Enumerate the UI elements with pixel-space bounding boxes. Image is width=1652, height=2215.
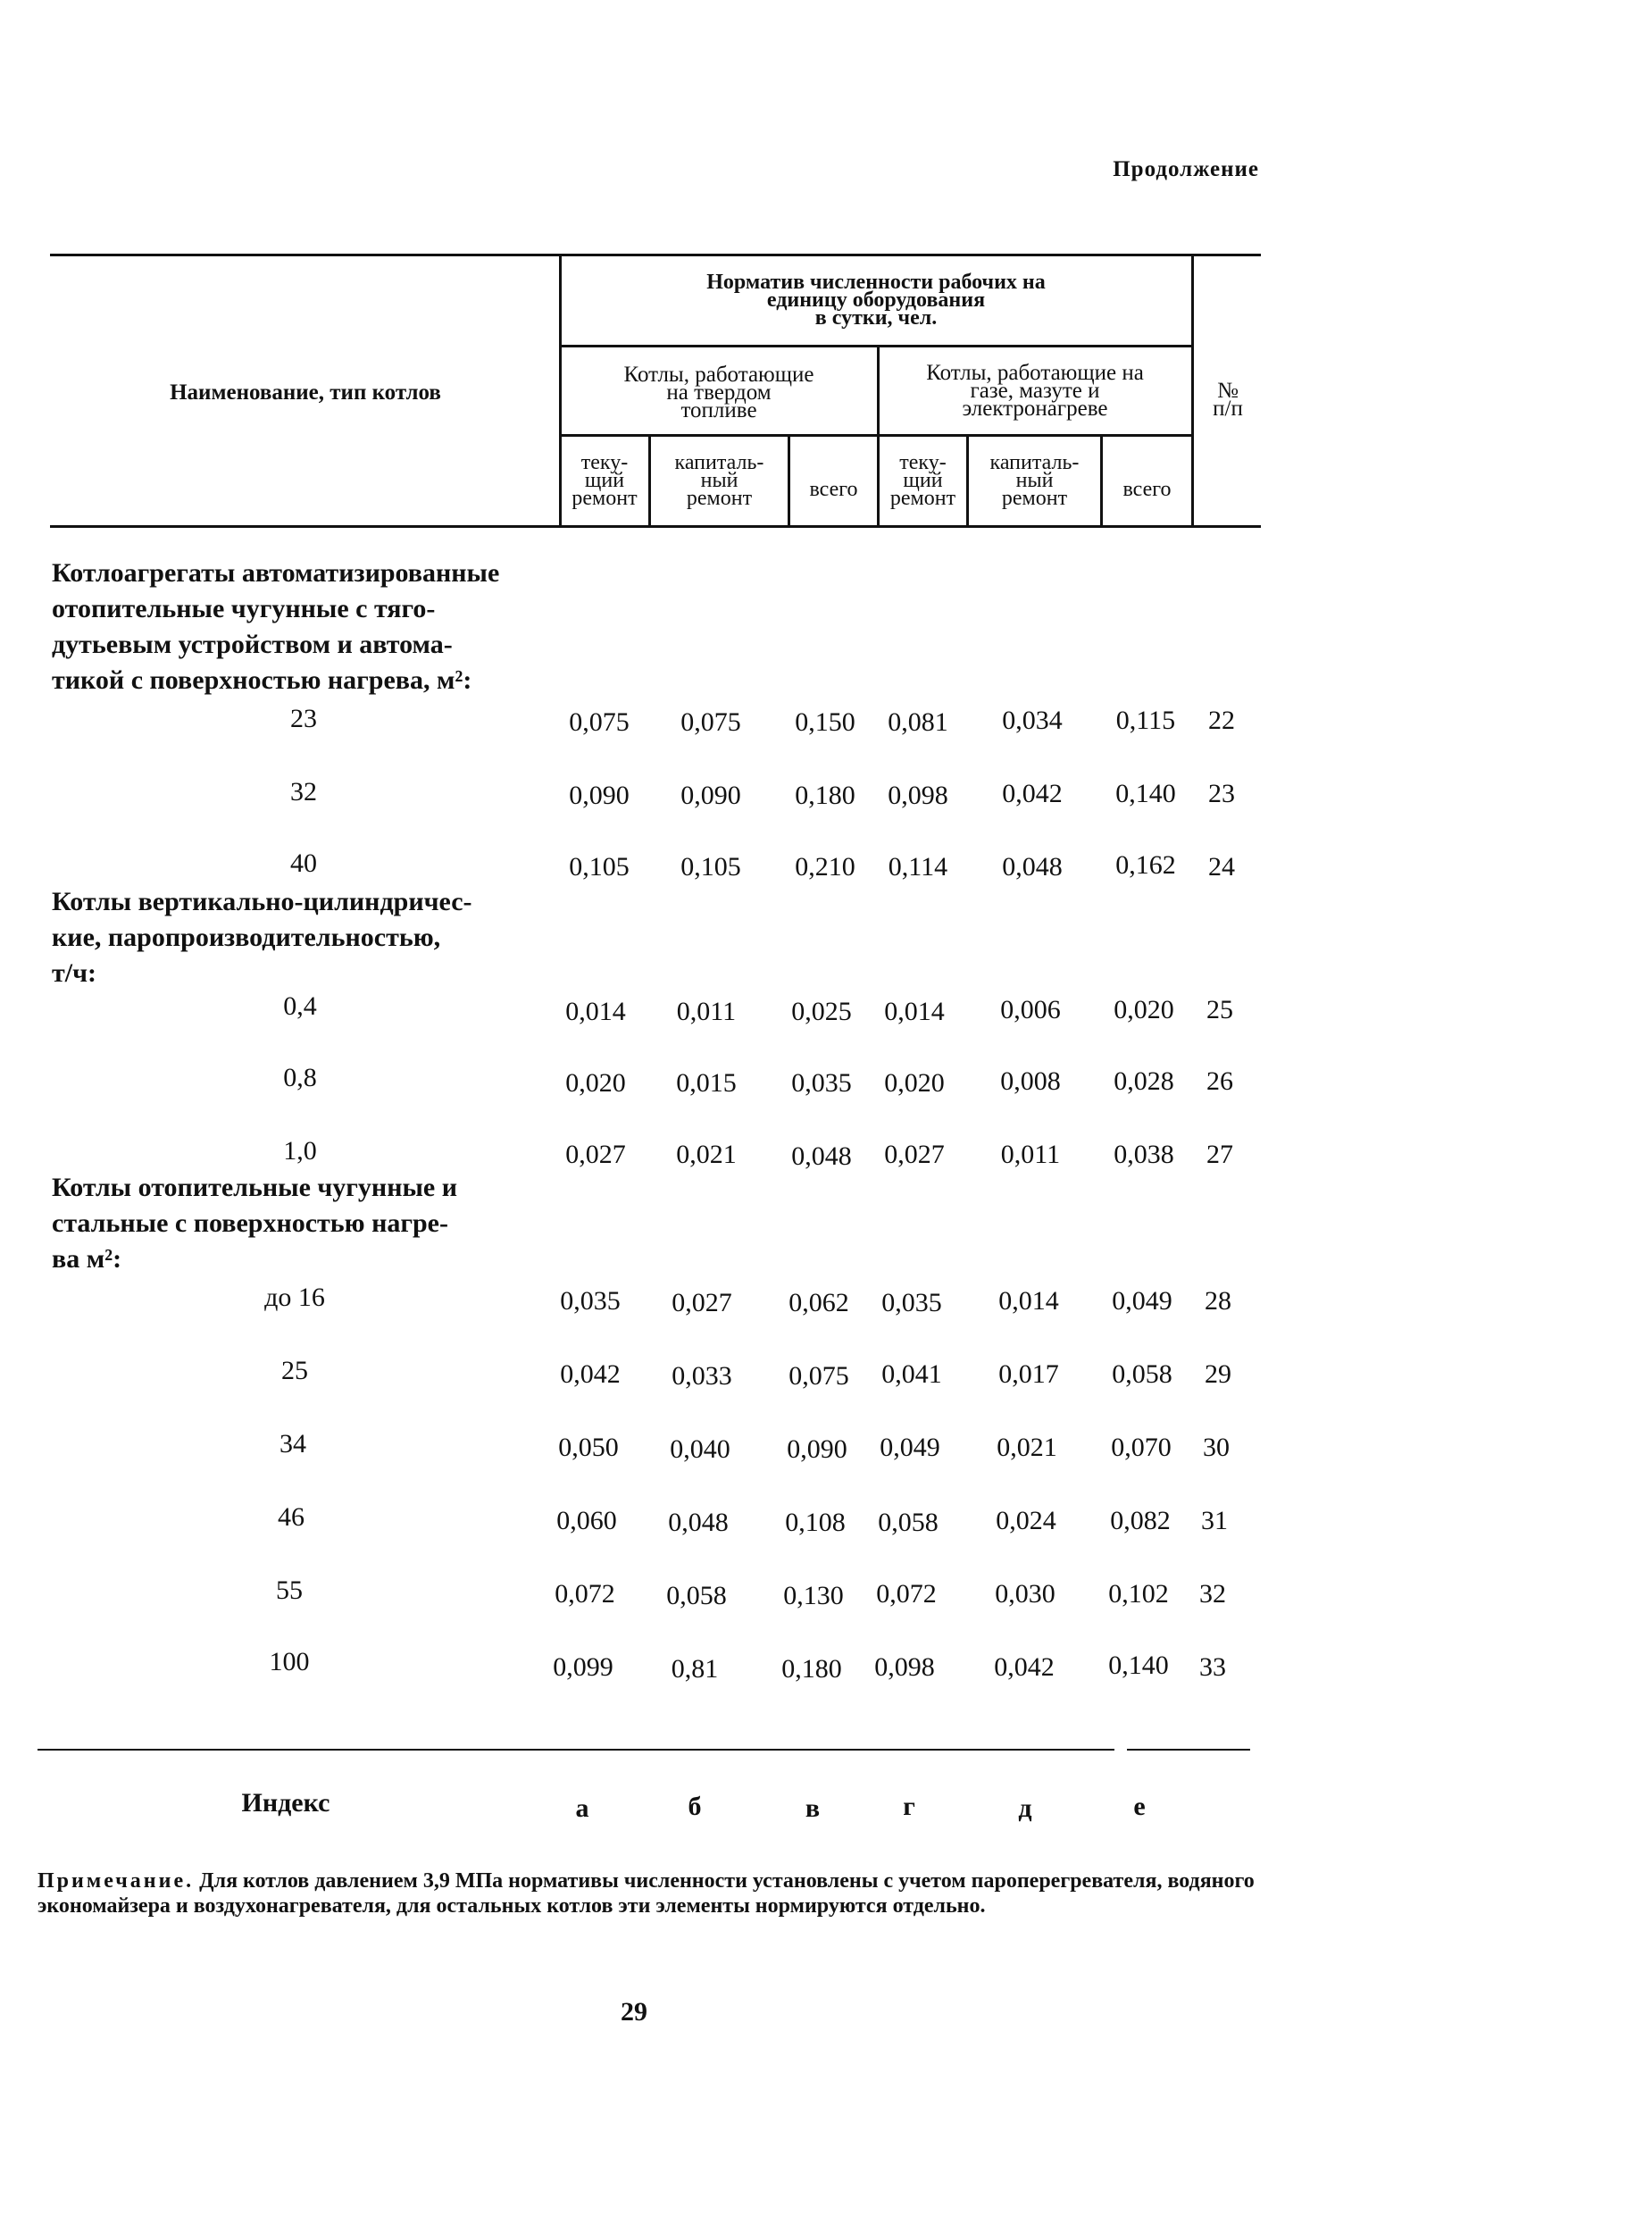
value-cell: 0,082 — [1110, 1506, 1171, 1535]
value-cell: 0,034 — [1002, 706, 1063, 735]
value-cell: 0,115 — [1115, 706, 1176, 735]
index-letter: г — [903, 1792, 915, 1821]
value-cell: 0,035 — [881, 1288, 942, 1317]
index-letter: в — [805, 1793, 821, 1823]
value-cell: 0,027 — [884, 1140, 945, 1169]
header-num-col: № п/п — [1213, 379, 1243, 421]
value-cell: 0,058 — [666, 1581, 727, 1610]
value-cell: 0,014 — [884, 997, 945, 1026]
table-bottom-rule-right — [1127, 1749, 1250, 1751]
value-cell: 0,102 — [1108, 1579, 1169, 1609]
footnote-text: Для котлов давлением 3,9 МПа нормативы численности установлены с учетом пароперегревателя, водяного экономайзера и воздухонагревателя, для остальных котлов эти элементы нормируются отдельно. — [38, 1869, 1255, 1918]
value-cell: 0,020 — [565, 1068, 626, 1098]
continuation-label: Продолжение — [1113, 157, 1259, 181]
value-cell: 0,075 — [788, 1361, 849, 1391]
value-cell: 0,040 — [670, 1434, 730, 1464]
value-cell: 0,130 — [783, 1581, 844, 1610]
table-top-rule — [50, 254, 1261, 256]
index-letter: б — [688, 1792, 702, 1821]
value-cell: 0,006 — [1000, 995, 1061, 1024]
section-title: Котлоагрегаты автоматизированные отопительные чугунные с тяго- дутьевым устройством и автома- тикой с поверхностью нагрева, м²: — [52, 558, 500, 695]
value-cell: 0,050 — [558, 1433, 619, 1462]
value-cell: 0,058 — [878, 1508, 939, 1537]
value-cell: 0,027 — [565, 1140, 626, 1169]
value-cell: 0,105 — [680, 852, 741, 882]
row-size: 46 — [278, 1502, 305, 1532]
row-number: 31 — [1201, 1506, 1228, 1535]
row-number: 28 — [1205, 1286, 1231, 1316]
section-title: Котлы вертикально-цилиндричес- кие, паропроизводительностью, т/ч: — [52, 887, 472, 988]
header-current-gas: теку- щий ремонт — [889, 451, 956, 510]
value-cell: 0,008 — [1000, 1066, 1061, 1096]
value-cell: 0,140 — [1115, 779, 1176, 808]
value-cell: 0,150 — [795, 707, 855, 737]
header-capital-gas: капиталь- ный ремонт — [989, 451, 1080, 510]
value-cell: 0,042 — [1002, 779, 1063, 808]
index-letter: е — [1133, 1792, 1146, 1821]
value-cell: 0,058 — [1112, 1359, 1172, 1389]
row-number: 30 — [1203, 1433, 1230, 1462]
value-cell: 0,011 — [676, 997, 737, 1026]
value-cell: 0,090 — [680, 781, 741, 810]
row-number: 27 — [1206, 1140, 1233, 1169]
value-cell: 0,114 — [888, 852, 948, 882]
value-cell: 0,105 — [569, 852, 630, 882]
value-cell: 0,070 — [1111, 1433, 1172, 1462]
row-size: 23 — [290, 704, 317, 733]
header-norm-group: Норматив численности рабочих на единицу оборудования в сутки, чел. — [706, 271, 1046, 330]
index-label: Индекс — [241, 1788, 330, 1818]
value-cell: 0,011 — [1000, 1140, 1061, 1169]
value-cell: 0,027 — [672, 1288, 732, 1317]
subgroup-rule — [561, 434, 1191, 437]
value-cell: 0,024 — [996, 1506, 1056, 1535]
value-cell: 0,062 — [788, 1288, 849, 1317]
row-size: до 16 — [264, 1283, 325, 1312]
value-cell: 0,075 — [569, 707, 630, 737]
value-cell: 0,021 — [997, 1433, 1057, 1462]
value-cell: 0,180 — [781, 1654, 842, 1684]
value-cell: 0,098 — [888, 781, 948, 810]
value-cell: 0,035 — [560, 1286, 621, 1316]
value-cell: 0,81 — [671, 1654, 719, 1684]
value-cell: 0,060 — [556, 1506, 617, 1535]
header-total-gas: всего — [1122, 478, 1172, 501]
header-divider-num — [1191, 255, 1194, 525]
value-cell: 0,042 — [560, 1359, 621, 1389]
value-cell: 0,090 — [569, 781, 630, 810]
value-cell: 0,014 — [565, 997, 626, 1026]
index-letter: д — [1018, 1793, 1032, 1823]
value-cell: 0,048 — [791, 1141, 852, 1171]
footnote — [38, 1868, 1261, 1918]
value-cell: 0,014 — [998, 1286, 1059, 1316]
value-cell: 0,048 — [668, 1508, 729, 1537]
header-current-solid: теку- щий ремонт — [572, 451, 638, 510]
row-size: 34 — [280, 1429, 306, 1459]
value-cell: 0,081 — [888, 707, 948, 737]
row-number: 33 — [1199, 1652, 1226, 1682]
index-letter: а — [575, 1793, 589, 1823]
value-cell: 0,030 — [995, 1579, 1055, 1609]
header-total-solid: всего — [809, 478, 858, 501]
value-cell: 0,072 — [555, 1579, 615, 1609]
row-number: 26 — [1206, 1066, 1233, 1096]
row-number: 25 — [1206, 995, 1233, 1024]
footnote-label: Примечание. — [38, 1869, 195, 1893]
value-cell: 0,025 — [791, 997, 852, 1026]
row-size: 25 — [281, 1356, 308, 1385]
row-number: 29 — [1205, 1359, 1231, 1389]
value-cell: 0,210 — [795, 852, 855, 882]
value-cell: 0,015 — [676, 1068, 737, 1098]
value-cell: 0,099 — [553, 1652, 613, 1682]
value-cell: 0,020 — [1114, 995, 1174, 1024]
row-size: 40 — [290, 848, 317, 878]
value-cell: 0,033 — [672, 1361, 732, 1391]
value-cell: 0,108 — [785, 1508, 846, 1537]
value-cell: 0,140 — [1108, 1651, 1169, 1680]
row-size: 55 — [276, 1576, 303, 1605]
norm-group-rule — [561, 345, 1191, 347]
value-cell: 0,162 — [1115, 850, 1176, 880]
value-cell: 0,021 — [676, 1140, 737, 1169]
header-gas-group: Котлы, работающие на газе, мазуте и электронагреве — [926, 361, 1144, 421]
value-cell: 0,035 — [791, 1068, 852, 1098]
value-cell: 0,098 — [874, 1652, 935, 1682]
table-bottom-rule — [38, 1749, 1114, 1751]
value-cell: 0,017 — [998, 1359, 1059, 1389]
header-name-col: Наименование, тип котлов — [170, 380, 441, 405]
section-title: Котлы отопительные чугунные и стальные с поверхностью нагре- ва м²: — [52, 1173, 458, 1274]
value-cell: 0,180 — [795, 781, 855, 810]
header-bottom-rule — [50, 525, 1261, 528]
row-size: 32 — [290, 777, 317, 807]
page-number: 29 — [621, 1997, 647, 2027]
row-size: 0,8 — [283, 1063, 317, 1092]
value-cell: 0,042 — [994, 1652, 1055, 1682]
value-cell: 0,075 — [680, 707, 741, 737]
row-size: 100 — [269, 1647, 310, 1676]
value-cell: 0,090 — [787, 1434, 847, 1464]
row-size: 1,0 — [283, 1136, 317, 1166]
row-number: 23 — [1208, 779, 1235, 808]
row-number: 32 — [1199, 1579, 1226, 1609]
value-cell: 0,020 — [884, 1068, 945, 1098]
value-cell: 0,028 — [1114, 1066, 1174, 1096]
value-cell: 0,041 — [881, 1359, 942, 1389]
value-cell: 0,049 — [1112, 1286, 1172, 1316]
row-size: 0,4 — [283, 991, 317, 1021]
row-number: 22 — [1208, 706, 1235, 735]
header-capital-solid: капиталь- ный ремонт — [674, 451, 764, 510]
value-cell: 0,072 — [876, 1579, 937, 1609]
header-solid-group: Котлы, работающие на твердом топливе — [623, 363, 814, 422]
value-cell: 0,048 — [1002, 852, 1063, 882]
value-cell: 0,038 — [1114, 1140, 1174, 1169]
value-cell: 0,049 — [880, 1433, 940, 1462]
row-number: 24 — [1208, 852, 1235, 882]
